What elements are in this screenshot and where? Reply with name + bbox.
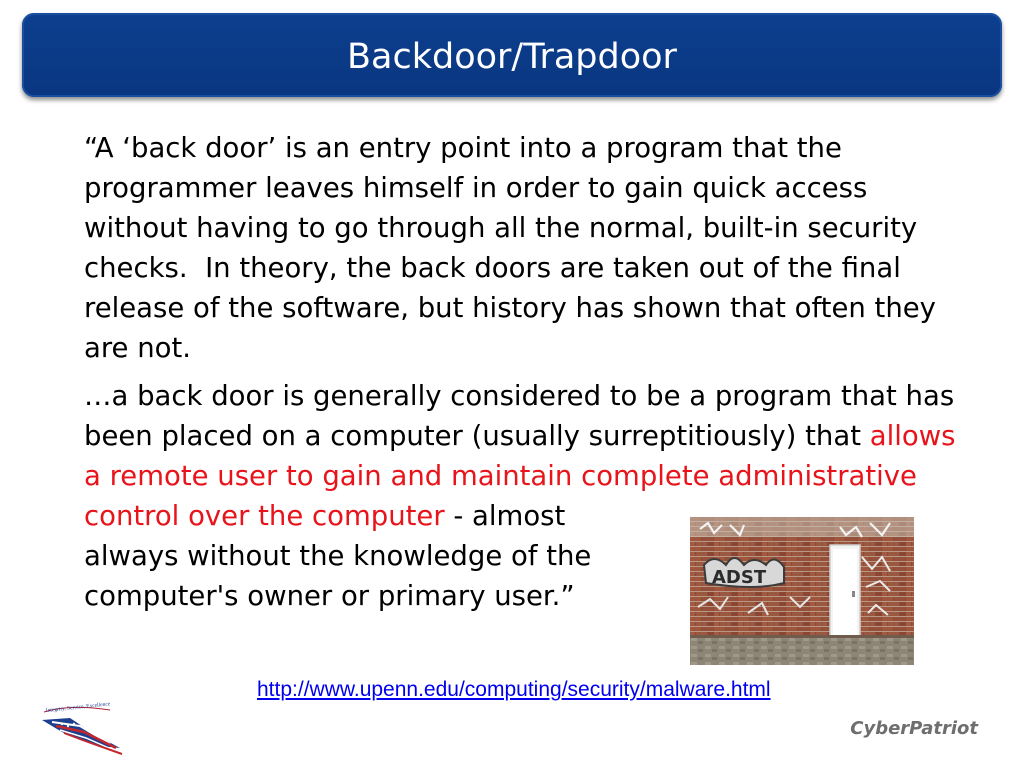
para2-end-b: computer's owner or primary user.” (84, 580, 575, 612)
cyberpatriot-eagle-logo (40, 700, 132, 756)
para2-mid: - almost (444, 500, 566, 532)
para2-highlight-a: allows a remote user to gain and maintain complete administrative (84, 420, 956, 492)
title-bar (22, 13, 1002, 97)
para2-start: …a back door is generally considered to be a program that has been placed on a computer (usually surreptitiously) that (84, 380, 955, 452)
svg-text:ADST: ADST (712, 567, 767, 588)
para2-end-a: always without the knowledge of the (84, 540, 592, 572)
logo-motto: Integrity, Service, Excellence (45, 701, 111, 714)
para2-highlight-b: control over the computer (84, 500, 445, 532)
quote-paragraph-1: “A ‘back door’ is an entry point into a program that the programmer leaves himself in order to gain quick access without having to go through all the normal, built-in security checks. In theory, the back doors are taken out of the final release of the software, but history has shown that often they are not. (84, 132, 936, 364)
brick-wall-door-photo (690, 517, 914, 665)
source-link[interactable]: http://www.upenn.edu/computing/security/malware.html (257, 678, 771, 701)
brand-wordmark: CyberPatriot (850, 718, 978, 739)
slide-title: Backdoor/Trapdoor (347, 37, 677, 77)
